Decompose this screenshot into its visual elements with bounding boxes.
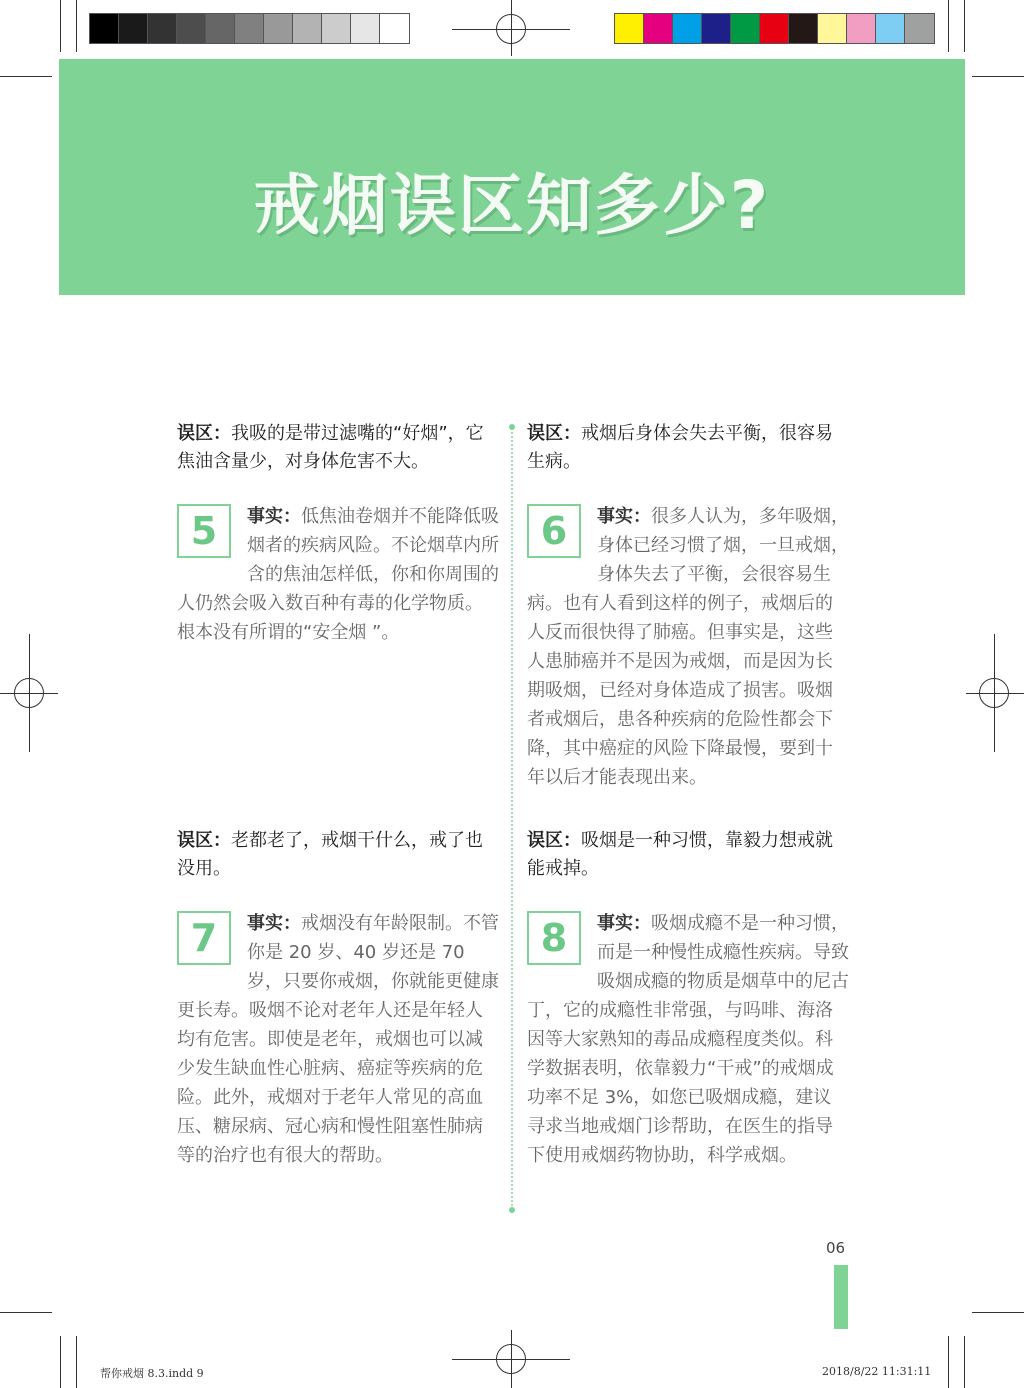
myth-text: 吸烟是一种习惯，靠毅力想戒就能戒掉。: [527, 830, 833, 879]
fact-7: [177, 909, 499, 1170]
divider-dot: [509, 1207, 515, 1213]
color-swatch: [322, 14, 351, 43]
color-swatch: [789, 14, 818, 43]
fact-label: 事实：: [597, 506, 651, 527]
color-swatch: [876, 14, 905, 43]
color-swatch: [380, 14, 409, 43]
myth-7: [177, 827, 497, 883]
item-number-badge: 5: [177, 504, 231, 558]
page-number: 06: [826, 1239, 846, 1257]
crop-mark: [948, 0, 949, 52]
page-title: 戒烟误区知多少?: [253, 167, 771, 244]
item-number-badge: 7: [177, 911, 231, 965]
myth-8: [527, 827, 847, 883]
fact-5: [177, 502, 499, 647]
crop-mark: [972, 1312, 1024, 1313]
crop-mark: [60, 0, 61, 52]
fact-text: 戒烟没有年龄限制。不管你是 20 岁、40 岁还是 70 岁，只要你戒烟，你就能更健康更长寿。吸烟不论对老年人还是年轻人均有危害。即使是老年，戒烟也可以减少发生缺血性心脏病、癌症等疾病的危险。此外，戒烟对于老年人常见的高血压、糖尿病、冠心病和慢性阻塞性肺病等的治疗也有很大的帮助。: [177, 913, 499, 1166]
myth-label: 误区：: [177, 830, 231, 851]
color-swatch: [90, 14, 119, 43]
divider-dot: [509, 424, 515, 430]
myth-6: [527, 420, 847, 476]
color-swatch: [731, 14, 760, 43]
crop-mark: [76, 0, 77, 52]
color-swatch: [206, 14, 235, 43]
fact-8: [527, 909, 849, 1170]
color-swatch: [905, 14, 934, 43]
registration-mark-circle: [496, 14, 526, 44]
color-swatch: [235, 14, 264, 43]
page-number-bar: [834, 1265, 848, 1329]
color-swatch: [177, 14, 206, 43]
myth-5: [177, 420, 497, 476]
crop-mark: [948, 1336, 949, 1388]
print-timestamp: 2018/8/22 11:31:11: [822, 1365, 932, 1378]
fact-label: 事实：: [597, 913, 651, 934]
fact-text: 吸烟成瘾不是一种习惯，而是一种慢性成瘾性疾病。导致吸烟成瘾的物质是烟草中的尼古丁，它的成瘾性非常强，与吗啡、海洛因等大家熟知的毒品成瘾程度类似。科学数据表明，依靠毅力“干戒”的戒烟成功率不足 3%，如您已吸烟成瘾，建议寻求当地戒烟门诊帮助，在医生的指导下使用戒烟药物协助，科学戒烟。: [527, 913, 849, 1166]
color-swatch: [702, 14, 731, 43]
column-divider: [511, 428, 513, 1210]
crop-mark: [0, 1312, 52, 1313]
color-swatch: [615, 14, 644, 43]
registration-mark-circle: [14, 678, 44, 708]
item-number-badge: 8: [527, 911, 581, 965]
crop-mark: [76, 1336, 77, 1388]
crop-mark: [60, 1336, 61, 1388]
myth-text: 戒烟后身体会失去平衡，很容易生病。: [527, 423, 833, 472]
color-swatch: [264, 14, 293, 43]
myth-text: 老都老了，戒烟干什么，戒了也没用。: [177, 830, 483, 879]
myth-label: 误区：: [527, 830, 581, 851]
myth-label: 误区：: [177, 423, 231, 444]
fact-6: [527, 502, 849, 792]
fact-label: 事实：: [247, 506, 301, 527]
color-swatch: [293, 14, 322, 43]
item-number-badge: 6: [527, 504, 581, 558]
myth-label: 误区：: [527, 423, 581, 444]
fact-text: 低焦油卷烟并不能降低吸烟者的疾病风险。不论烟草内所含的焦油怎样低，你和你周围的人仍然会吸入数百种有毒的化学物质。根本没有所谓的“安全烟 ”。: [177, 506, 499, 643]
myth-text: 我吸的是带过滤嘴的“好烟”，它焦油含量少，对身体危害不大。: [177, 423, 484, 472]
grayscale-color-bar: [89, 13, 410, 44]
process-color-bar: [614, 13, 935, 44]
color-swatch: [351, 14, 380, 43]
color-swatch: [119, 14, 148, 43]
color-swatch: [760, 14, 789, 43]
color-swatch: [847, 14, 876, 43]
color-swatch: [818, 14, 847, 43]
crop-mark: [964, 1336, 965, 1388]
crop-mark: [972, 76, 1024, 77]
color-swatch: [148, 14, 177, 43]
registration-mark-circle: [496, 1344, 526, 1374]
fact-label: 事实：: [247, 913, 301, 934]
color-swatch: [673, 14, 702, 43]
fact-text: 很多人认为，多年吸烟，身体已经习惯了烟，一旦戒烟，身体失去了平衡，会很容易生病。也有人看到这样的例子，戒烟后的人反而很快得了肺癌。但事实是，这些人患肺癌并不是因为戒烟，而是因为长期吸烟，已经对身体造成了损害。吸烟者戒烟后，患各种疾病的危险性都会下降，其中癌症的风险下降最慢，要到十年以后才能表现出来。: [527, 506, 849, 788]
crop-mark: [0, 76, 52, 77]
registration-mark-circle: [979, 678, 1009, 708]
file-slug: 帮你戒烟 8.3.indd 9: [100, 1367, 204, 1380]
color-swatch: [644, 14, 673, 43]
crop-mark: [964, 0, 965, 52]
